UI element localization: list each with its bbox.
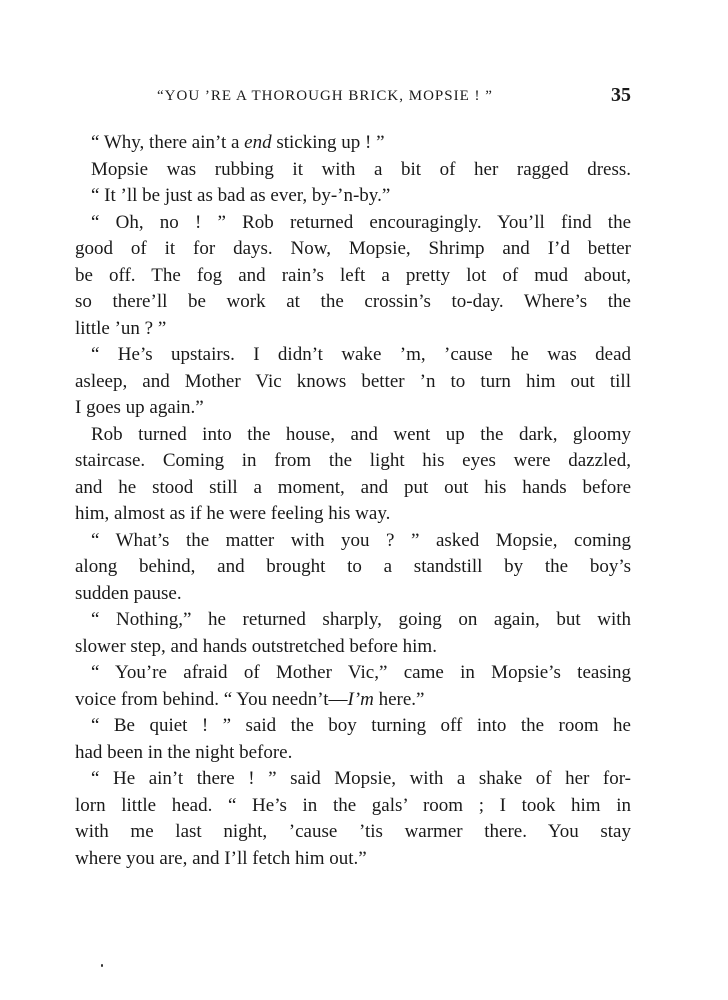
page-number: 35 xyxy=(611,84,631,106)
text-line: “ Why, there ain’t a end sticking up ! ” xyxy=(91,132,385,153)
text-line: Mopsie was rubbing it with a bit of her ragged dress. xyxy=(91,158,631,180)
text-line: “ Nothing,” he returned sharply, going on again, but with xyxy=(91,609,631,630)
text-line: “ What’s the matter with you ? ” asked Mopsie, coming xyxy=(91,529,631,551)
text-line: “ Oh, no ! ” Rob returned encouragingly. You’ll find the xyxy=(91,211,631,233)
text-line: “ He’s upstairs. I didn’t wake ’m, ’cause he was dead xyxy=(91,344,631,365)
emphasis: end xyxy=(244,132,272,153)
text-line: where you are, and I’ll fetch him out.” xyxy=(75,847,367,869)
text-line: lorn little head. “ He’s in the gals’ room ; I took him in xyxy=(75,794,631,816)
text-line: had been in the night before. xyxy=(75,741,293,763)
text-line: with me last night, ’cause ’tis warmer there. You stay xyxy=(75,821,631,842)
text-line: asleep, and Mother Vic knows better ’n to turn him out till xyxy=(75,370,631,392)
text-line: sudden pause. xyxy=(75,582,182,604)
running-title: “YOU ’RE A THOROUGH BRICK, MOPSIE ! ” xyxy=(157,88,493,104)
text-line: slower step, and hands outstretched before him. xyxy=(75,635,437,657)
text-line: be off. The fog and rain’s left a pretty lot of mud about, xyxy=(75,264,631,286)
text-line: and he stood still a moment, and put out his hands before xyxy=(75,476,631,498)
text-line: I goes up again.” xyxy=(75,397,204,418)
text-line: “ Be quiet ! ” said the boy turning off into the room he xyxy=(91,715,631,736)
text-line: staircase. Coming in from the light his eyes were dazzled, xyxy=(75,450,631,471)
text-line: voice from behind. “ You needn’t—I’m here.” xyxy=(75,688,425,710)
text-line: little ’un ? ” xyxy=(75,317,167,339)
emphasis: I’m xyxy=(347,688,374,710)
text-line: along behind, and brought to a standstill by the boy’s xyxy=(75,556,631,577)
text-line: Rob turned into the house, and went up the dark, gloomy xyxy=(91,423,631,445)
running-head xyxy=(75,84,631,112)
text-line: “ He ain’t there ! ” said Mopsie, with a shake of her for- xyxy=(91,768,631,789)
print-speck xyxy=(100,964,104,972)
text-line: him, almost as if he were feeling his way. xyxy=(75,503,391,524)
body-text xyxy=(75,130,631,872)
text-line: “ You’re afraid of Mother Vic,” came in Mopsie’s teasing xyxy=(91,662,631,683)
text-line: so there’ll be work at the crossin’s to-day. Where’s the xyxy=(75,291,631,312)
text-line: “ It ’ll be just as bad as ever, by-’n-by.” xyxy=(91,185,391,206)
text-line: good of it for days. Now, Mopsie, Shrimp and I’d better xyxy=(75,238,631,259)
